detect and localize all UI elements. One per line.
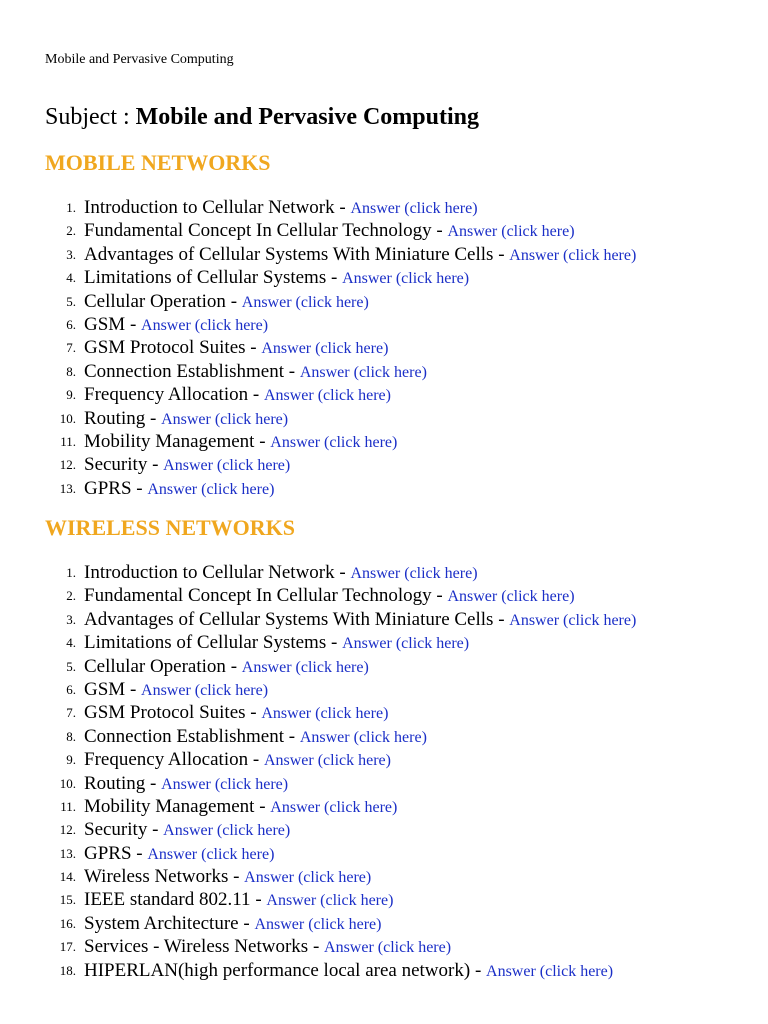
- answer-link[interactable]: Answer (click here): [486, 962, 614, 980]
- answer-link[interactable]: Answer (click here): [141, 681, 269, 699]
- item-number: 3.: [66, 246, 76, 262]
- item-separator: -: [131, 842, 148, 864]
- item-title: System Architecture: [84, 912, 239, 934]
- item-number: 3.: [66, 611, 76, 627]
- list-item: [45, 266, 636, 289]
- item-title: GSM: [84, 678, 126, 700]
- item-number: 4.: [66, 635, 76, 651]
- item-separator: -: [225, 290, 242, 312]
- answer-link[interactable]: Answer (click here): [254, 915, 382, 933]
- answer-link[interactable]: Answer (click here): [509, 611, 637, 629]
- item-separator: -: [131, 477, 148, 499]
- item-number: 14.: [59, 869, 76, 885]
- list-item: [45, 290, 636, 313]
- list-item: [45, 725, 636, 748]
- item-separator: -: [238, 912, 255, 934]
- item-separator: -: [125, 678, 142, 700]
- list-item: [45, 608, 636, 631]
- list-item: [45, 453, 636, 476]
- item-number: 8.: [66, 363, 76, 379]
- item-title: Introduction to Cellular Network: [84, 197, 335, 218]
- item-title: Frequency Allocation: [84, 749, 249, 771]
- section-heading-wireless-networks: WIRELESS NETWORKS: [45, 515, 296, 540]
- item-title: Advantages of Cellular Systems With Miniature Cells: [84, 243, 494, 265]
- answer-link[interactable]: Answer (click here): [270, 433, 398, 451]
- item-title: HIPERLAN(high performance local area network): [84, 959, 471, 981]
- answer-link[interactable]: Answer (click here): [270, 798, 398, 816]
- list-item: [45, 912, 636, 935]
- answer-link[interactable]: Answer (click here): [161, 410, 289, 428]
- list-item: [45, 678, 636, 701]
- item-number: 12.: [59, 822, 76, 838]
- answer-link[interactable]: Answer (click here): [147, 845, 275, 863]
- item-title: GPRS: [84, 477, 132, 499]
- item-separator: -: [431, 220, 448, 242]
- item-separator: -: [248, 384, 264, 406]
- section-heading-mobile-networks: MOBILE NETWORKS: [45, 150, 271, 175]
- list-item: [45, 865, 636, 888]
- item-title: Cellular Operation: [84, 655, 226, 677]
- item-separator: -: [147, 819, 164, 841]
- item-title: GPRS: [84, 842, 132, 864]
- item-number: 5.: [66, 293, 76, 309]
- answer-link[interactable]: Answer (click here): [350, 200, 478, 217]
- item-title: Mobility Management: [84, 795, 255, 817]
- list-item: [45, 935, 636, 958]
- answer-link[interactable]: Answer (click here): [141, 316, 269, 334]
- item-number: 10.: [59, 410, 76, 426]
- item-title: Fundamental Concept In Cellular Technology: [84, 585, 432, 607]
- item-separator: -: [284, 725, 300, 747]
- item-number: 7.: [66, 340, 76, 356]
- item-number: 16.: [59, 915, 76, 931]
- answer-link[interactable]: Answer (click here): [447, 588, 575, 606]
- item-separator: -: [334, 562, 351, 583]
- item-number: 2.: [66, 588, 76, 604]
- list-item: [45, 959, 636, 982]
- item-title: GSM: [84, 313, 126, 335]
- item-separator: -: [334, 197, 351, 218]
- item-number: 13.: [59, 845, 76, 861]
- answer-link[interactable]: Answer (click here): [342, 635, 470, 653]
- list-item: [45, 407, 636, 430]
- list-item: [45, 584, 636, 607]
- answer-link[interactable]: Answer (click here): [299, 363, 427, 381]
- list-item: [45, 748, 636, 771]
- answer-link[interactable]: Answer (click here): [244, 869, 372, 887]
- item-number: 9.: [66, 752, 76, 768]
- list-item: [45, 477, 636, 500]
- list-item: [45, 243, 636, 266]
- item-title: Routing: [84, 407, 146, 429]
- item-title: Advantages of Cellular Systems With Miniature Cells: [84, 608, 494, 630]
- list-item: [45, 631, 636, 654]
- item-title: Cellular Operation: [84, 290, 226, 312]
- item-title: Services - Wireless Networks: [84, 936, 309, 958]
- item-title: GSM Protocol Suites: [84, 337, 246, 359]
- item-number: 4.: [66, 270, 76, 286]
- item-separator: -: [284, 360, 300, 382]
- item-number: 11.: [60, 433, 76, 449]
- answer-link[interactable]: Answer (click here): [163, 457, 291, 475]
- answer-link[interactable]: Answer (click here): [299, 728, 427, 746]
- item-separator: -: [308, 936, 325, 958]
- item-title: Mobility Management: [84, 430, 255, 452]
- item-title: IEEE standard 802.11: [84, 889, 251, 911]
- item-separator: -: [254, 430, 271, 452]
- running-header: Mobile and Pervasive Computing: [45, 52, 234, 67]
- answer-link[interactable]: Answer (click here): [447, 223, 575, 241]
- item-number: 15.: [59, 892, 76, 908]
- list-item: [45, 842, 636, 865]
- answer-link[interactable]: Answer (click here): [350, 565, 478, 582]
- item-number: 17.: [59, 939, 76, 955]
- item-separator: -: [145, 407, 162, 429]
- item-title: Frequency Allocation: [84, 384, 249, 406]
- item-separator: -: [493, 608, 510, 630]
- item-number: 12.: [59, 457, 76, 473]
- list-item: [45, 336, 636, 359]
- subject-line: [45, 104, 479, 131]
- item-separator: -: [145, 772, 162, 794]
- item-separator: -: [326, 267, 343, 289]
- item-number: 6.: [66, 316, 76, 332]
- list-item: [45, 383, 636, 406]
- item-number: 8.: [66, 728, 76, 744]
- topic-list-mobile-networks: [45, 196, 636, 500]
- item-separator: -: [125, 313, 142, 335]
- answer-link[interactable]: Answer (click here): [266, 892, 394, 910]
- item-separator: -: [254, 795, 271, 817]
- item-separator: -: [326, 632, 343, 654]
- list-item: [45, 888, 636, 911]
- list-item: [45, 561, 636, 584]
- list-item: [45, 196, 636, 219]
- item-title: Introduction to Cellular Network: [84, 562, 335, 583]
- item-number: 7.: [66, 705, 76, 721]
- item-separator: -: [248, 749, 264, 771]
- answer-link[interactable]: Answer (click here): [263, 387, 391, 405]
- item-number: 2.: [66, 223, 76, 239]
- item-separator: -: [228, 866, 245, 888]
- item-separator: -: [245, 337, 262, 359]
- item-number: 1.: [66, 565, 76, 580]
- list-item: [45, 360, 636, 383]
- item-separator: -: [431, 585, 448, 607]
- subject-title: Mobile and Pervasive Computing: [135, 104, 479, 130]
- item-separator: -: [250, 889, 267, 911]
- item-separator: -: [225, 655, 242, 677]
- item-title: Fundamental Concept In Cellular Technology: [84, 220, 432, 242]
- list-item: [45, 772, 636, 795]
- answer-link[interactable]: Answer (click here): [163, 822, 291, 840]
- list-item: [45, 313, 636, 336]
- answer-link[interactable]: Answer (click here): [509, 246, 637, 264]
- item-title: GSM Protocol Suites: [84, 702, 246, 724]
- item-title: Security: [84, 819, 148, 841]
- item-title: Connection Establishment: [84, 725, 285, 747]
- item-number: 18.: [59, 962, 76, 978]
- answer-link[interactable]: Answer (click here): [324, 939, 452, 957]
- item-separator: -: [245, 702, 262, 724]
- answer-link[interactable]: Answer (click here): [261, 340, 389, 358]
- answer-link[interactable]: Answer (click here): [161, 775, 289, 793]
- subject-label: Subject :: [45, 104, 136, 130]
- list-item: [45, 430, 636, 453]
- answer-link[interactable]: Answer (click here): [342, 270, 470, 288]
- item-separator: -: [493, 243, 510, 265]
- item-number: 13.: [59, 480, 76, 496]
- item-number: 5.: [66, 658, 76, 674]
- item-number: 6.: [66, 681, 76, 697]
- item-title: Limitations of Cellular Systems: [84, 267, 327, 289]
- item-separator: -: [147, 454, 164, 476]
- topic-list-wireless-networks: [45, 561, 636, 982]
- item-title: Connection Establishment: [84, 360, 285, 382]
- answer-link[interactable]: Answer (click here): [241, 293, 369, 311]
- item-title: Security: [84, 454, 148, 476]
- list-item: [45, 795, 636, 818]
- item-number: 11.: [60, 798, 76, 814]
- list-item: [45, 219, 636, 242]
- answer-link[interactable]: Answer (click here): [261, 705, 389, 723]
- item-title: Limitations of Cellular Systems: [84, 632, 327, 654]
- answer-link[interactable]: Answer (click here): [241, 658, 369, 676]
- list-item: [45, 655, 636, 678]
- item-separator: -: [470, 959, 487, 981]
- answer-link[interactable]: Answer (click here): [263, 752, 391, 770]
- item-title: Routing: [84, 772, 146, 794]
- list-item: [45, 701, 636, 724]
- item-number: 10.: [59, 775, 76, 791]
- list-item: [45, 818, 636, 841]
- item-number: 1.: [66, 200, 76, 215]
- item-title: Wireless Networks: [84, 866, 229, 888]
- item-number: 9.: [66, 387, 76, 403]
- answer-link[interactable]: Answer (click here): [147, 480, 275, 498]
